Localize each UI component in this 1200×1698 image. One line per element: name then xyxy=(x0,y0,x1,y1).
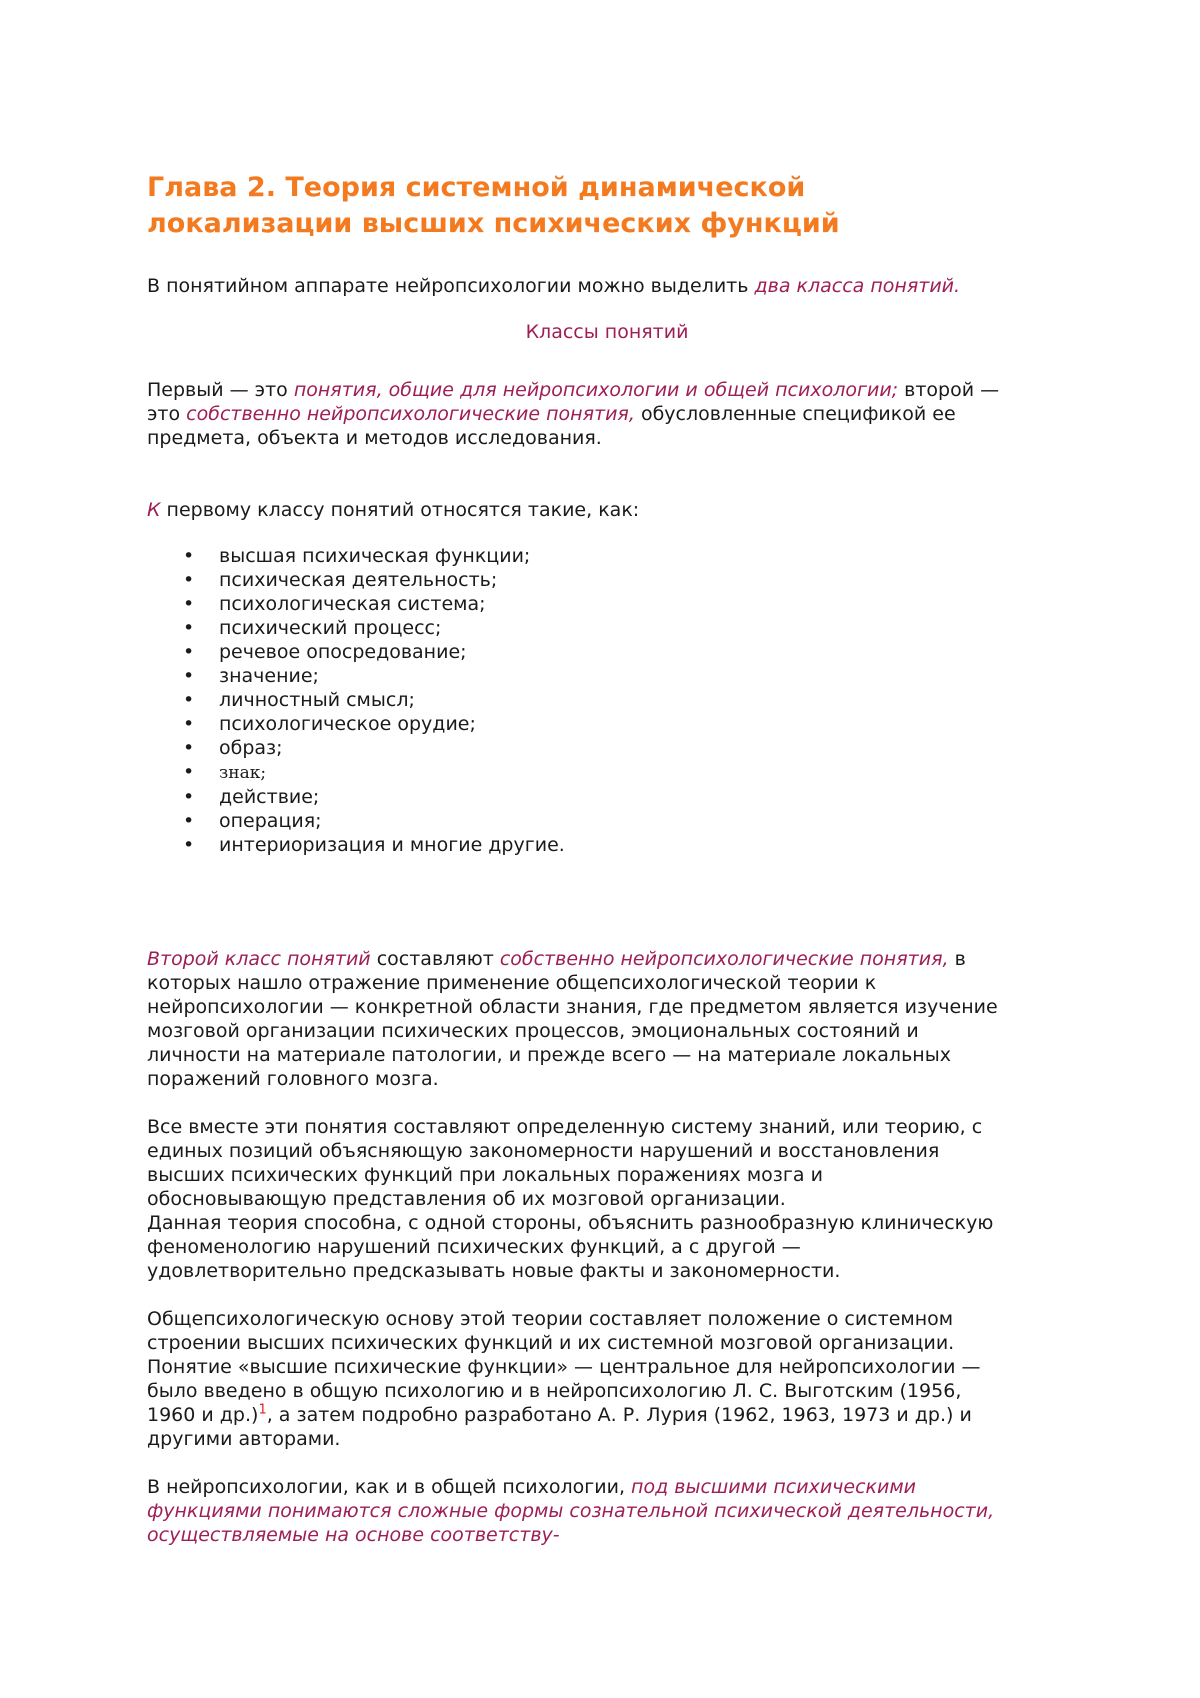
list-item xyxy=(147,664,1067,688)
list-item xyxy=(147,568,1067,592)
bullet-icon: • xyxy=(183,737,195,759)
list-item-text: знак; xyxy=(219,763,267,783)
intro-text: В понятийном аппарате нейропсихологии можно выделить xyxy=(147,275,755,297)
bullet-icon: • xyxy=(183,569,195,591)
list-item xyxy=(147,616,1067,640)
section-heading: Классы понятий xyxy=(525,321,689,343)
bullet-icon: • xyxy=(183,713,195,735)
second-class-line-4: мозговой организации психических процессов, эмоциональных состояний и xyxy=(147,1020,919,1042)
footnote-marker[interactable]: 1 xyxy=(258,1402,267,1418)
list-item xyxy=(147,785,1067,809)
list-item xyxy=(147,712,1067,736)
system-line-4: обосновывающую представления об их мозговой организации. xyxy=(147,1188,786,1210)
foundation-line-1: Общепсихологическую основу этой теории составляет положение о системном xyxy=(147,1308,954,1330)
foundation-line-5a: 1960 и др.) xyxy=(147,1404,259,1426)
second-class-text-1: составляют xyxy=(370,948,500,970)
second-class-paragraph xyxy=(147,947,1067,1091)
final-emphasis-2: функциями понимаются сложные формы сознательной психической деятельности, xyxy=(147,1500,995,1522)
classes-text-3: это xyxy=(147,403,187,425)
classes-emphasis-1: понятия, общие для нейропсихологии и общей психологии; xyxy=(293,379,899,401)
chapter-title-line-1: Глава 2. Теория системной динамической xyxy=(147,172,806,203)
classes-emphasis-2: собственно нейропсихологические понятия, xyxy=(186,403,635,425)
system-line-7: удовлетворительно предсказывать новые факты и закономерности. xyxy=(147,1260,841,1282)
list-item-text: психологическое орудие; xyxy=(219,713,476,735)
classes-text-4: обусловленные спецификой ее xyxy=(634,403,956,425)
first-class-intro xyxy=(147,498,1067,522)
list-item xyxy=(147,809,1067,833)
final-emphasis-1: под высшими психическими xyxy=(631,1476,917,1498)
system-line-5: Данная теория способна, с одной стороны, объяснить разнообразную клиническую xyxy=(147,1212,994,1234)
second-class-emphasis-2: собственно нейропсихологические понятия, xyxy=(499,948,949,970)
bullet-icon: • xyxy=(183,545,195,567)
list-item xyxy=(147,592,1067,616)
list-item-text: речевое опосредование; xyxy=(219,641,467,663)
list-item-text: интериоризация и многие другие. xyxy=(219,834,565,856)
list-item-text: образ; xyxy=(219,737,283,759)
first-class-list xyxy=(147,544,1067,857)
list-item xyxy=(147,736,1067,760)
second-class-line-6: поражений головного мозга. xyxy=(147,1068,439,1090)
second-class-text-2: в xyxy=(948,948,966,970)
list-item-text: психический процесс; xyxy=(219,617,442,639)
list-item xyxy=(147,640,1067,664)
intro-paragraph xyxy=(147,274,1067,298)
document-page xyxy=(147,170,1067,1547)
chapter-title xyxy=(147,170,1067,242)
first-class-lead-text: первому классу понятий относятся такие, как: xyxy=(160,499,640,521)
chapter-title-line-2: локализации высших психических функций xyxy=(147,208,840,239)
second-class-line-5: личности на материале патологии, и прежде всего — на материале локальных xyxy=(147,1044,951,1066)
system-line-3: высших психических функций при локальных поражениях мозга и xyxy=(147,1164,823,1186)
list-item-text: действие; xyxy=(219,786,320,808)
final-text-1: В нейропсихологии, как и в общей психологии, xyxy=(147,1476,632,1498)
foundation-paragraph xyxy=(147,1307,1067,1451)
bullet-icon: • xyxy=(183,810,195,832)
classes-paragraph xyxy=(147,378,1067,450)
second-class-emphasis-1: Второй класс понятий xyxy=(147,948,371,970)
foundation-line-3: Понятие «высшие психические функции» — центральное для нейропсихологии — xyxy=(147,1356,981,1378)
bullet-icon: • xyxy=(183,665,195,687)
classes-text-5: предмета, объекта и методов исследования. xyxy=(147,427,602,449)
bullet-icon: • xyxy=(183,641,195,663)
bullet-icon: • xyxy=(183,834,195,856)
list-item-text: значение; xyxy=(219,665,319,687)
classes-text-1: Первый — это xyxy=(147,379,294,401)
list-item-text: личностный смысл; xyxy=(219,689,415,711)
system-line-1: Все вместе эти понятия составляют определенную систему знаний, или теорию, с xyxy=(147,1116,983,1138)
second-class-line-3: нейропсихологии — конкретной области знания, где предметом является изучение xyxy=(147,996,998,1018)
foundation-line-2: строении высших психических функций и их системной мозговой организации. xyxy=(147,1332,955,1354)
system-line-2: единых позиций объясняющую закономерности нарушений и восстановления xyxy=(147,1140,940,1162)
foundation-line-4: было введено в общую психологию и в нейропсихологию Л. С. Выготским (1956, xyxy=(147,1380,962,1402)
second-class-line-2: которых нашло отражение применение общепсихологической теории к xyxy=(147,972,877,994)
list-item xyxy=(147,544,1067,568)
system-paragraph xyxy=(147,1115,1067,1283)
list-item-text: операция; xyxy=(219,810,322,832)
bullet-icon: • xyxy=(183,593,195,615)
bullet-icon: • xyxy=(183,786,195,808)
foundation-line-5b: , а затем подробно разработано А. Р. Лурия (1962, 1963, 1973 и др.) и xyxy=(266,1404,972,1426)
foundation-line-6: другими авторами. xyxy=(147,1428,341,1450)
list-item-text: высшая психическая функции; xyxy=(219,545,531,567)
list-item xyxy=(147,833,1067,857)
list-item xyxy=(147,688,1067,712)
list-item-text: психологическая система; xyxy=(219,593,486,615)
system-line-6: феноменологию нарушений психических функций, а с другой — xyxy=(147,1236,801,1258)
first-class-lead-letter: К xyxy=(147,499,161,521)
final-paragraph xyxy=(147,1475,1067,1547)
list-item xyxy=(147,760,1067,785)
classes-text-2: второй — xyxy=(898,379,1000,401)
list-item-text: психическая деятельность; xyxy=(219,569,498,591)
intro-emphasis: два класса понятий. xyxy=(754,275,961,297)
bullet-icon: • xyxy=(183,761,195,783)
final-emphasis-3: осуществляемые на основе соответству- xyxy=(147,1524,560,1546)
bullet-icon: • xyxy=(183,689,195,711)
bullet-icon: • xyxy=(183,617,195,639)
